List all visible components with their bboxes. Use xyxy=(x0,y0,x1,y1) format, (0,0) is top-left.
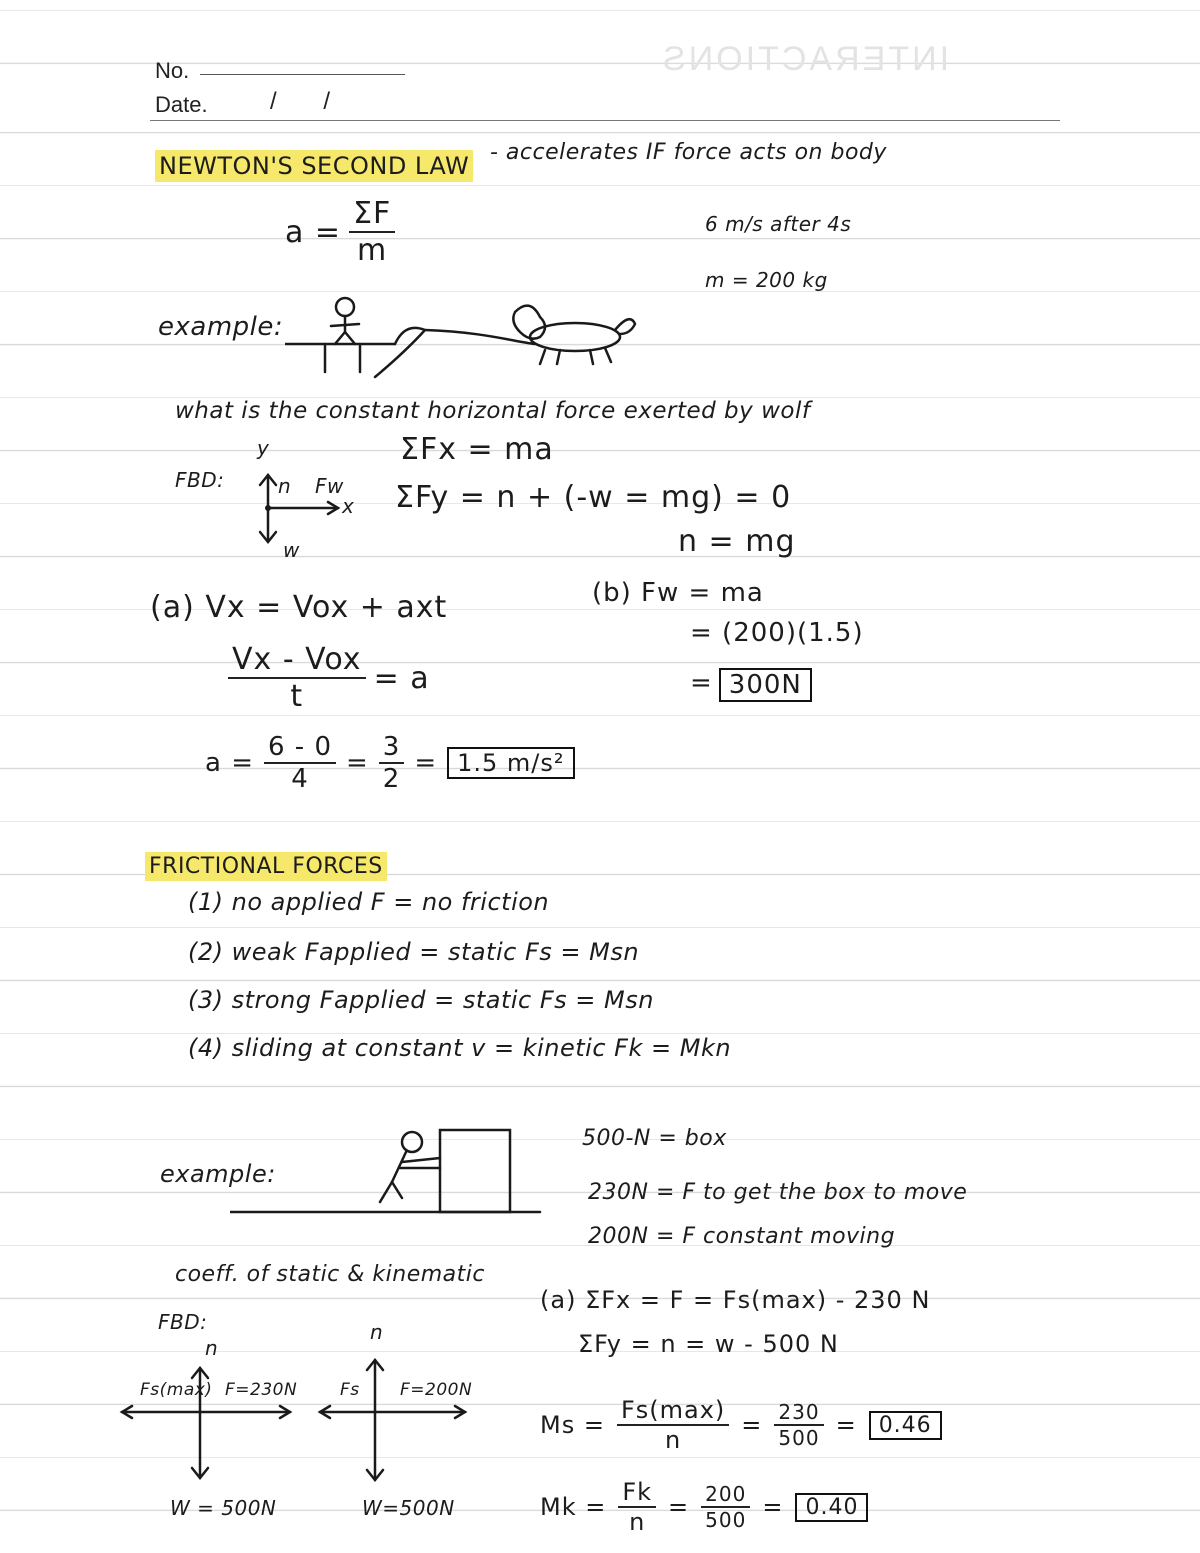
question: what is the constant horizontal force exerted by wolf xyxy=(175,398,811,424)
fbd-static-n: n xyxy=(205,1336,219,1360)
eq-n-mg: n = mg xyxy=(678,524,796,559)
friction-item-2: (2) weak Fapplied = static Fs = Msn xyxy=(188,938,640,966)
part-a-calc-frac1 xyxy=(264,732,336,794)
mu-static-den2: 500 xyxy=(778,1426,820,1450)
fbd-kinetic-fs: Fs xyxy=(340,1380,360,1400)
given-force-start: 230N = F to get the box to move xyxy=(588,1180,968,1205)
mu-kinetic-frac1 xyxy=(618,1478,656,1536)
given-velocity: 6 m/s after 4s xyxy=(705,212,852,236)
part-a-calc-num1: 6 - 0 xyxy=(264,732,336,764)
fbd-x-label: x xyxy=(342,494,355,518)
mu-static-lhs: Ms = xyxy=(540,1411,605,1439)
part-a-calc-lhs: a = xyxy=(205,748,254,778)
fbd-static-fs: Fs(max) xyxy=(140,1380,213,1400)
formula-den: m xyxy=(357,233,388,268)
mu-kinetic-num: Fk xyxy=(618,1478,656,1508)
newton-formula xyxy=(285,196,395,268)
push-box-drawing xyxy=(230,1120,550,1220)
part-a-eq: = a xyxy=(373,660,430,696)
part-a-calc-frac2 xyxy=(379,732,405,794)
fbd-diagram-1 xyxy=(250,440,380,565)
no-label: No. xyxy=(155,58,190,83)
mu-kinetic-calc xyxy=(540,1478,868,1536)
part-b-final xyxy=(690,668,812,702)
date-label: Date. xyxy=(155,92,208,117)
mu-static-num: Fs(max) xyxy=(617,1396,729,1426)
part-a-fraction xyxy=(228,642,366,714)
fbd-label-2: FBD: xyxy=(158,1310,208,1334)
equals-2: = xyxy=(414,748,438,778)
mu-kinetic-result: 0.40 xyxy=(795,1493,868,1522)
eq-sum-fy: ΣFy = n + (-w = mg) = 0 xyxy=(395,480,792,515)
date-slashes: / / xyxy=(270,88,331,115)
coeff-label: coeff. of static & kinematic xyxy=(175,1262,486,1287)
formula-fraction xyxy=(349,196,395,268)
part-a-calc-num2: 3 xyxy=(379,732,405,764)
mu-kinetic-num2: 200 xyxy=(701,1482,750,1508)
equals-7: = xyxy=(762,1493,784,1521)
friction-title: FRICTIONAL FORCES xyxy=(145,852,387,881)
fbd-n-label: n xyxy=(278,474,292,498)
equals-6: = xyxy=(668,1493,690,1521)
friction-item-4: (4) sliding at constant v = kinetic Fk = Mkn xyxy=(188,1034,732,1062)
mu-kinetic-lhs: Mk = xyxy=(540,1493,607,1521)
part-a-calc-den1: 4 xyxy=(291,764,309,794)
fbd-diagram-kinetic xyxy=(300,1350,500,1490)
mu-static-frac1 xyxy=(617,1396,729,1454)
example-label-2: example: xyxy=(160,1160,276,1188)
equals-3: = xyxy=(690,668,713,698)
fbd-kinetic-w: W=500N xyxy=(362,1496,455,1520)
mu-static-calc xyxy=(540,1396,942,1454)
fbd-kinetic-f: F=200N xyxy=(400,1380,473,1400)
mu-kinetic-den: n xyxy=(629,1508,646,1536)
given-mass: m = 200 kg xyxy=(705,268,828,292)
part-b-result: 300N xyxy=(719,668,812,702)
part-a-rearranged xyxy=(228,642,430,714)
eq-friction-fx: (a) ΣFx = F = Fs(max) - 230 N xyxy=(540,1286,931,1314)
part-a-den: t xyxy=(290,679,304,714)
part-b-eq: (b) Fw = ma xyxy=(592,578,764,608)
part-a-num: Vx - Vox xyxy=(228,642,366,679)
part-a-calc-den2: 2 xyxy=(382,764,401,794)
formula-lhs: a = xyxy=(285,214,342,250)
mu-kinetic-den2: 500 xyxy=(705,1508,747,1532)
header-rule xyxy=(150,120,1060,121)
sled-dog-drawing xyxy=(285,282,645,392)
watermark: INTERACTIONS xyxy=(660,40,950,78)
given-box-weight: 500-N = box xyxy=(582,1126,727,1151)
equals-5: = xyxy=(835,1411,857,1439)
equals-1: = xyxy=(345,748,369,778)
fbd-y-label: y xyxy=(257,436,270,460)
fbd-kinetic-n: n xyxy=(370,1320,384,1344)
given-force-moving: 200N = F constant moving xyxy=(588,1224,896,1249)
example-label-1: example: xyxy=(158,312,284,342)
fbd-static-w: W = 500N xyxy=(170,1496,277,1520)
formula-num: ΣF xyxy=(349,196,395,233)
mu-static-den: n xyxy=(665,1426,682,1454)
part-a-kinematic: (a) Vx = Vox + axt xyxy=(150,590,448,625)
part-a-calc xyxy=(205,732,575,794)
eq-sum-fx: ΣFx = ma xyxy=(400,432,554,467)
friction-item-3: (3) strong Fapplied = static Fs = Msn xyxy=(188,986,654,1014)
no-line xyxy=(200,74,405,75)
mu-static-num2: 230 xyxy=(774,1400,823,1426)
friction-item-1: (1) no applied F = no friction xyxy=(188,888,550,916)
newton-subtitle: - accelerates IF force acts on body xyxy=(490,140,887,165)
eq-friction-fy: ΣFy = n = w - 500 N xyxy=(578,1330,839,1358)
fbd-w-label: w xyxy=(283,538,300,562)
fbd-label-1: FBD: xyxy=(175,468,225,492)
fbd-fw-label: Fw xyxy=(315,474,344,498)
part-a-result: 1.5 m/s² xyxy=(447,747,574,779)
part-b-sub: = (200)(1.5) xyxy=(690,618,864,648)
mu-static-frac2 xyxy=(774,1400,823,1450)
mu-static-result: 0.46 xyxy=(869,1411,942,1440)
fbd-static-f: F=230N xyxy=(225,1380,298,1400)
newton-title: NEWTON'S SECOND LAW xyxy=(155,150,473,182)
mu-kinetic-frac2 xyxy=(701,1482,750,1532)
equals-4: = xyxy=(741,1411,763,1439)
